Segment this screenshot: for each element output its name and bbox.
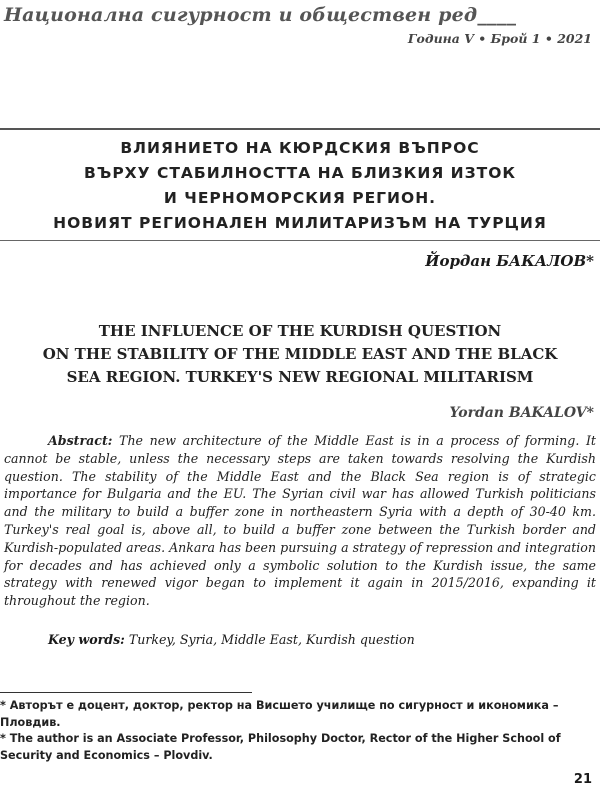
title-bg-line: ВЛИЯНИЕТО НА КЮРДСКИЯ ВЪПРОС: [120, 139, 480, 157]
keywords-label: Key words:: [48, 632, 125, 647]
journal-title: Национална сигурност и обществен ред____: [4, 4, 517, 26]
abstract: [4, 432, 596, 610]
keywords-text: Turkey, Syria, Middle East, Kurdish question: [124, 632, 415, 647]
title-bulgarian: [0, 136, 600, 236]
header-rule: [0, 128, 600, 130]
page-number: 21: [573, 772, 592, 787]
footnote-bulgarian: * Авторът е доцент, доктор, ректор на Висшето училище по сигурност и икономика – Пловдив.: [0, 699, 559, 729]
title-rule: [0, 240, 600, 241]
title-bg-line: И ЧЕРНОМОРСКИЯ РЕГИОН.: [163, 189, 437, 207]
title-english: [0, 320, 600, 389]
title-bg-line: НОВИЯТ РЕГИОНАЛЕН МИЛИТАРИЗЪМ НА ТУРЦИЯ: [53, 214, 547, 232]
title-en-line: THE INFLUENCE OF THE KURDISH QUESTION: [98, 322, 502, 340]
footnote-english: * The author is an Associate Professor, Philosophy Doctor, Rector of the Higher School of Security and Economics – Plovdiv.: [0, 732, 561, 762]
title-bg-line: ВЪРХУ СТАБИЛНОСТТА НА БЛИЗКИЯ ИЗТОК: [83, 164, 517, 182]
keywords: [48, 632, 415, 647]
abstract-text: The new architecture of the Middle East is in a process of forming. It cannot be stable, unless the necessary steps are taken towards resolving the Kurdish question. The stability of the Middle East and the Black Sea region is of strategic importance for Bulgaria and the EU. The Syrian civil war has allowed Turkish politicians and the military to build a buffer zone in northeastern Syria with a depth of 30-40 km. Turkey's real goal is, above all, to build a buffer zone between the Turkish border and Kurdish-populated areas. Ankara has been pursuing a strategy of repression and integration for decades and has achieved only a symbolic solution to the Kurdish issue, the same strategy with renewed vigor began to implement it again in 2015/2016, expanding it throughout the region.: [4, 433, 596, 609]
footnotes: [0, 698, 596, 764]
abstract-label: Abstract:: [48, 433, 113, 448]
title-en-line: SEA REGION. TURKEY'S NEW REGIONAL MILITARISM: [66, 368, 534, 386]
title-en-line: ON THE STABILITY OF THE MIDDLE EAST AND THE BLACK: [42, 345, 558, 363]
journal-issue: Година V • Брой 1 • 2021: [407, 31, 592, 46]
author-bulgarian: Йордан БАКАЛОВ*: [425, 252, 594, 270]
author-english: Yordan BAKALOV*: [449, 405, 594, 421]
footnote-rule: [0, 692, 252, 693]
